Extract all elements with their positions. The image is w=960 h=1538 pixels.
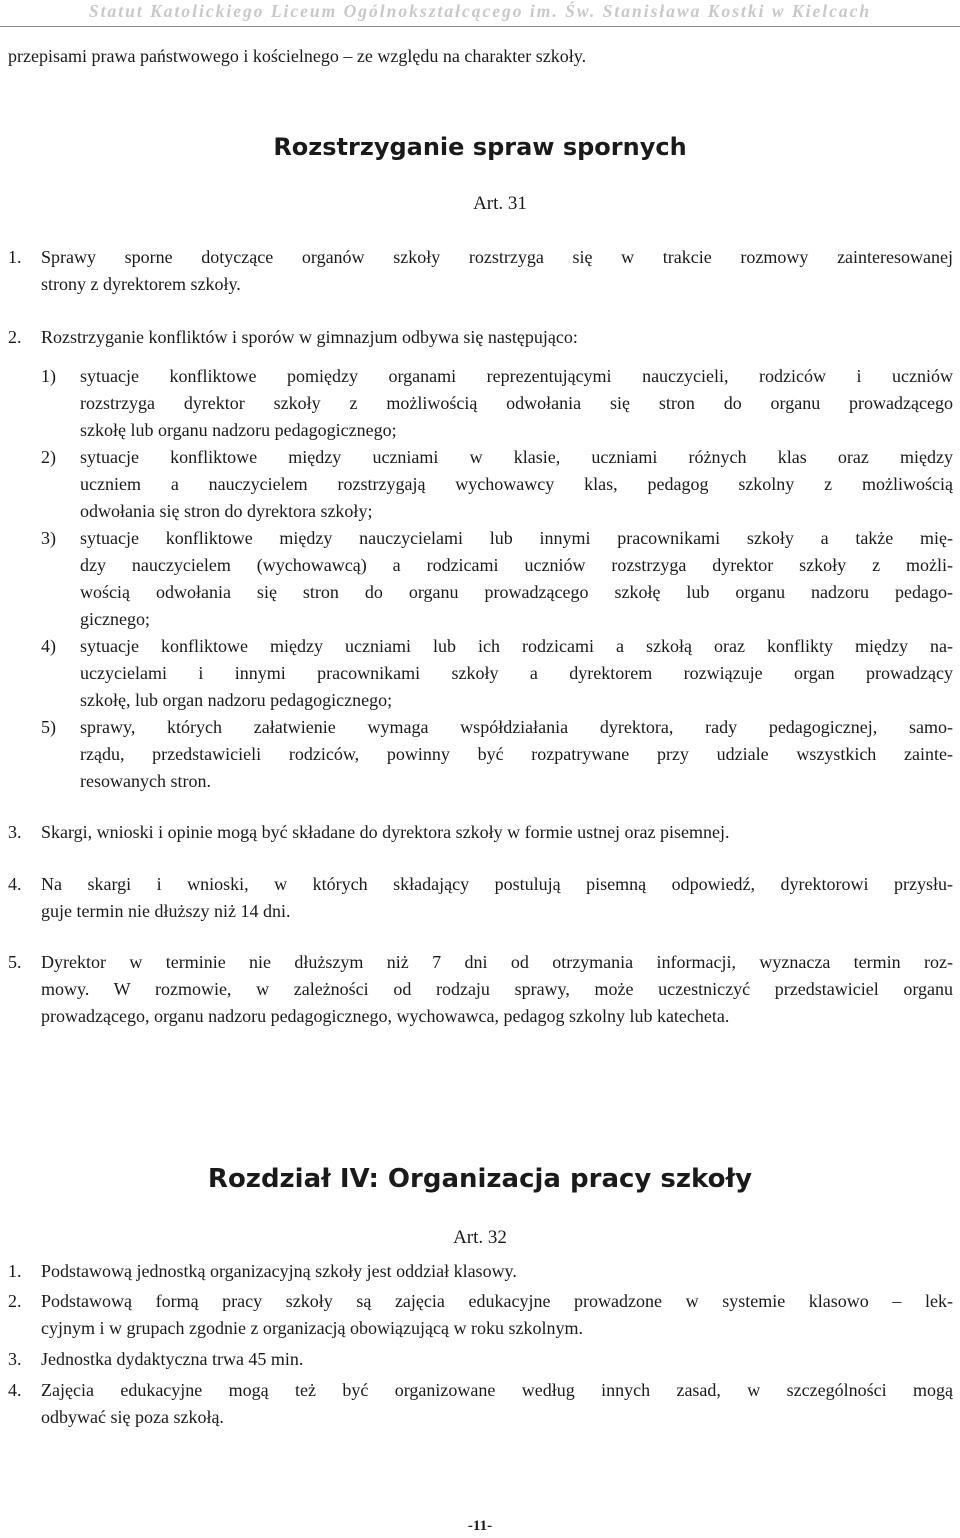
art32-p4-line: odbywać się poza szkołą. bbox=[41, 1407, 224, 1427]
art31-p5-number: 5. bbox=[8, 952, 22, 972]
art32-p4-line: Zajęcia edukacyjne mogą też być organizowane według innych zasad, w szczególności mogą bbox=[41, 1380, 953, 1400]
art32-p4-number: 4. bbox=[8, 1380, 22, 1400]
item-2-line: uczniem a nauczycielem rozstrzygają wychowawcy klas, pedagog szkolny z możliwością bbox=[80, 474, 953, 494]
page-number: -11- bbox=[467, 1518, 493, 1534]
item-1-line: szkołę lub organu nadzoru pedagogicznego; bbox=[80, 420, 397, 440]
item-3-line: sytuacje konfliktowe między nauczycielami lub innymi pracownikami szkoły a także mię- bbox=[80, 528, 953, 548]
art32-p2-number: 2. bbox=[8, 1291, 22, 1311]
item-3-line: gicznego; bbox=[80, 609, 150, 629]
item-3-line: dzy nauczycielem (wychowawcą) a rodzicami uczniów rozstrzyga dyrektor szkoły z możli- bbox=[80, 555, 953, 575]
item-5-number: 5) bbox=[41, 717, 56, 737]
chapter-title: Rozdział IV: Organizacja pracy szkoły bbox=[207, 1164, 753, 1194]
article-32-label: Art. 32 bbox=[453, 1227, 507, 1248]
art32-p2-line: cyjnym i w grupach zgodnie z organizacją obowiązującą w roku szkolnym. bbox=[41, 1318, 583, 1338]
item-5-line: sprawy, których załatwienie wymaga współdziałania dyrektora, rady pedagogicznej, samo- bbox=[80, 717, 953, 737]
header-title: Statut Katolickiego Liceum Ogólnokształcącego im. Św. Stanisława Kostki w Kielcach bbox=[88, 1, 872, 21]
item-4-line: sytuacje konfliktowe między uczniami lub ich rodzicami a szkołą oraz konflikty między na- bbox=[80, 636, 953, 656]
item-2-line: odwołania się stron do dyrektora szkoły; bbox=[80, 501, 373, 521]
item-4-line: uczycielami i innymi pracownikami szkoły a dyrektorem rozwiązuje organ prowadzący bbox=[80, 663, 953, 683]
item-4-line: szkołę, lub organ nadzoru pedagogicznego; bbox=[80, 690, 393, 710]
article-31-label: Art. 31 bbox=[473, 193, 527, 214]
art31-p1-line: Sprawy sporne dotyczące organów szkoły rozstrzyga się w trakcie rozmowy zainteresowanej bbox=[41, 247, 953, 267]
art32-p1-line: Podstawową jednostką organizacyjną szkoły jest oddział klasowy. bbox=[41, 1261, 517, 1281]
page-header bbox=[0, 0, 960, 27]
item-5-line: resowanych stron. bbox=[80, 771, 211, 791]
art31-p5-line: mowy. W rozmowie, w zależności od rodzaju sprawy, może uczestniczyć przedstawiciel organu bbox=[41, 979, 953, 999]
art31-p1-line: strony z dyrektorem szkoły. bbox=[41, 274, 241, 294]
item-3-line: wością odwołania się stron do organu prowadzącego szkołę lub organu nadzoru pedago- bbox=[80, 582, 953, 602]
art31-p2-line: Rozstrzyganie konfliktów i sporów w gimnazjum odbywa się następująco: bbox=[41, 327, 578, 347]
item-1-line: sytuacje konfliktowe pomiędzy organami reprezentującymi nauczycieli, rodziców i uczniów bbox=[80, 366, 953, 386]
item-3-number: 3) bbox=[41, 528, 56, 548]
art32-p3-line: Jednostka dydaktyczna trwa 45 min. bbox=[41, 1349, 304, 1369]
art32-p1-number: 1. bbox=[8, 1261, 22, 1281]
art31-p3-number: 3. bbox=[8, 822, 22, 842]
art31-p5-line: Dyrektor w terminie nie dłuższym niż 7 dni od otrzymania informacji, wyznacza termin roz- bbox=[41, 952, 953, 972]
item-2-number: 2) bbox=[41, 447, 56, 467]
art32-p3-number: 3. bbox=[8, 1349, 22, 1369]
art31-p4-line: guje termin nie dłuższy niż 14 dni. bbox=[41, 901, 291, 921]
item-1-line: rozstrzyga dyrektor szkoły z możliwością odwołania się stron do organu prowadzącego bbox=[80, 393, 953, 413]
art31-p4-line: Na skargi i wnioski, w których składający postulują pisemną odpowiedź, dyrektorowi przysłu- bbox=[41, 874, 953, 894]
item-2-line: sytuacje konfliktowe między uczniami w klasie, uczniami różnych klas oraz między bbox=[80, 447, 953, 467]
art31-p4-number: 4. bbox=[8, 874, 22, 894]
item-1-number: 1) bbox=[41, 366, 56, 386]
art31-p2-number: 2. bbox=[8, 327, 22, 347]
item-4-number: 4) bbox=[41, 636, 56, 656]
art31-p1-number: 1. bbox=[8, 247, 22, 267]
art31-p5-line: prowadzącego, organu nadzoru pedagogicznego, wychowawca, pedagog szkolny lub katecheta. bbox=[41, 1006, 730, 1026]
continuation-line: przepisami prawa państwowego i kościelnego – ze względu na charakter szkoły. bbox=[8, 46, 587, 66]
item-5-line: rządu, przedstawicieli rodziców, powinny być rozpatrywane przy udziale wszystkich zainte- bbox=[80, 744, 953, 764]
art32-p2-line: Podstawową formą pracy szkoły są zajęcia edukacyjne prowadzone w systemie klasowo – lek- bbox=[41, 1291, 953, 1311]
art31-p3-line: Skargi, wnioski i opinie mogą być składane do dyrektora szkoły w formie ustnej oraz pisemnej. bbox=[41, 822, 730, 842]
section-title: Rozstrzyganie spraw spornych bbox=[273, 133, 687, 161]
